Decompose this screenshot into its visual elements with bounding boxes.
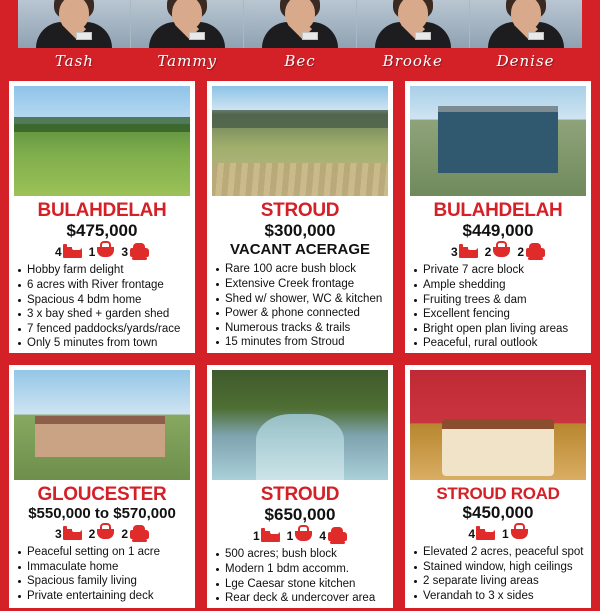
list-item: Stained window, high ceilings <box>413 560 587 575</box>
listing-bullets <box>211 547 389 605</box>
list-item: 500 acres; bush block <box>215 547 389 562</box>
list-item: 6 acres with River frontage <box>17 278 191 293</box>
staff-photo <box>357 0 470 48</box>
staff-photo <box>131 0 244 48</box>
staff-name: Bec <box>284 52 316 70</box>
list-item: 15 minutes from Stroud <box>215 335 389 350</box>
staff-photo <box>244 0 357 48</box>
bed-count: 1 <box>252 529 260 544</box>
bed-count: 3 <box>54 527 62 542</box>
bath-feature <box>287 529 313 543</box>
staff-photo <box>470 0 582 48</box>
staff-banner <box>0 0 600 74</box>
car-count: 2 <box>121 527 129 542</box>
listing-price: $449,000 <box>462 220 534 240</box>
property-photo <box>211 369 389 481</box>
listing-row <box>6 362 594 611</box>
bed-icon <box>460 247 478 258</box>
list-item: Modern 1 bdm accomm. <box>215 562 389 577</box>
property-photo <box>211 85 389 197</box>
bath-feature <box>485 245 511 259</box>
listing-bullets <box>13 263 191 351</box>
listing-price: $450,000 <box>462 502 534 522</box>
bed-icon <box>64 529 82 540</box>
car-count: 2 <box>517 245 525 260</box>
car-icon <box>130 248 149 257</box>
listing-row <box>6 78 594 356</box>
bath-count: 2 <box>88 527 96 542</box>
list-item: Rare 100 acre bush block <box>215 262 389 277</box>
listing-suburb: GLOUCESTER <box>37 483 167 505</box>
feature-strip <box>13 243 191 261</box>
listing-grid <box>0 74 600 611</box>
bath-count: 1 <box>286 529 294 544</box>
listing-card[interactable] <box>402 78 594 356</box>
staff-name: Tammy <box>157 52 218 70</box>
bed-count: 4 <box>54 245 62 260</box>
list-item: Spacious 4 bdm home <box>17 293 191 308</box>
listing-card[interactable] <box>204 78 396 356</box>
car-icon <box>526 248 545 257</box>
listing-suburb: BULAHDELAH <box>433 200 563 221</box>
bed-feature <box>55 527 82 541</box>
list-item: Spacious family living <box>17 574 191 589</box>
listing-bullets <box>211 262 389 350</box>
car-count: 4 <box>319 529 327 544</box>
staff-photo <box>18 0 131 48</box>
bath-count: 2 <box>484 245 492 260</box>
staff-name: Brooke <box>382 52 443 70</box>
listing-card[interactable] <box>204 362 396 611</box>
listing-price: $300,000 <box>264 220 336 240</box>
listing-bullets <box>13 545 191 603</box>
car-feature <box>517 245 545 259</box>
bed-count: 3 <box>450 245 458 260</box>
bath-count: 1 <box>502 527 509 542</box>
list-item: Shed w/ shower, WC & kitchen <box>215 292 389 307</box>
list-item: Fruiting trees & dam <box>413 293 587 308</box>
car-icon <box>130 530 149 539</box>
bath-icon <box>511 529 528 539</box>
car-count: 3 <box>121 245 129 260</box>
bath-icon <box>97 247 114 257</box>
list-item: Private 7 acre block <box>413 263 587 278</box>
listing-suburb: BULAHDELAH <box>37 200 167 221</box>
listing-bullets <box>409 263 587 351</box>
bed-feature <box>253 529 280 543</box>
staff-name: Denise <box>496 52 555 70</box>
property-photo <box>13 369 191 481</box>
bed-icon <box>262 531 280 542</box>
list-item: 7 fenced paddocks/yards/race <box>17 322 191 337</box>
bed-feature <box>468 527 495 541</box>
listing-price: $650,000 <box>264 504 336 524</box>
bath-count: 1 <box>88 245 96 260</box>
bath-feature <box>502 527 528 541</box>
list-item: 2 separate living areas <box>413 574 587 589</box>
feature-strip <box>211 527 389 545</box>
staff-name: Tash <box>54 52 94 70</box>
list-item: Verandah to 3 x sides <box>413 589 587 604</box>
listing-subtitle: VACANT ACERAGE <box>229 241 370 259</box>
bed-feature <box>55 245 82 259</box>
listing-suburb: STROUD <box>260 483 340 505</box>
bed-icon <box>64 247 82 258</box>
staff-name-row <box>18 48 582 74</box>
list-item: Private entertaining deck <box>17 589 191 604</box>
list-item: Immaculate home <box>17 560 191 575</box>
car-icon <box>328 532 347 541</box>
property-photo <box>409 85 587 197</box>
list-item: 3 x bay shed + garden shed <box>17 307 191 322</box>
bath-feature <box>89 245 115 259</box>
bath-icon <box>97 529 114 539</box>
list-item: Ample shedding <box>413 278 587 293</box>
listing-price: $550,000 to $570,000 <box>28 504 176 522</box>
feature-strip <box>13 525 191 543</box>
list-item: Lge Caesar stone kitchen <box>215 577 389 592</box>
car-feature <box>121 527 149 541</box>
listing-card[interactable] <box>402 362 594 611</box>
list-item: Only 5 minutes from town <box>17 336 191 351</box>
bed-count: 4 <box>468 527 475 542</box>
property-photo <box>409 369 587 481</box>
bath-icon <box>493 247 510 257</box>
property-photo <box>13 85 191 197</box>
list-item: Elevated 2 acres, peaceful spot <box>413 545 587 560</box>
car-feature <box>319 529 347 543</box>
bed-feature <box>451 245 478 259</box>
feature-strip <box>409 525 587 543</box>
list-item: Excellent fencing <box>413 307 587 322</box>
listing-bullets <box>409 545 587 603</box>
list-item: Peaceful setting on 1 acre <box>17 545 191 560</box>
listing-card[interactable] <box>6 78 198 356</box>
list-item: Numerous tracks & trails <box>215 321 389 336</box>
listing-suburb: STROUD <box>260 200 340 221</box>
list-item: Power & phone connected <box>215 306 389 321</box>
list-item: Extensive Creek frontage <box>215 277 389 292</box>
listing-suburb: STROUD ROAD <box>436 483 560 503</box>
list-item: Peaceful, rural outlook <box>413 336 587 351</box>
list-item: Bright open plan living areas <box>413 322 587 337</box>
list-item: Rear deck & undercover area <box>215 591 389 606</box>
staff-photo-strip <box>18 0 582 48</box>
list-item: Hobby farm delight <box>17 263 191 278</box>
listing-card[interactable] <box>6 362 198 611</box>
bath-feature <box>89 527 115 541</box>
feature-strip <box>409 243 587 261</box>
listing-price: $475,000 <box>66 220 138 240</box>
bed-icon <box>477 529 495 540</box>
bath-icon <box>295 531 312 541</box>
car-feature <box>121 245 149 259</box>
